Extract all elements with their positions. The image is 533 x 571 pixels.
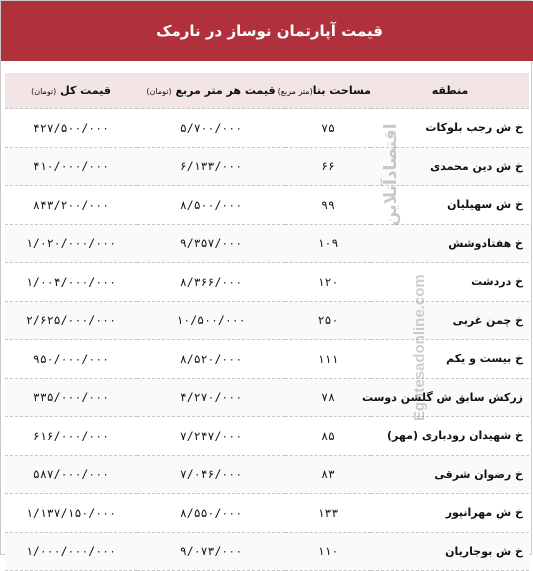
cell-area: ۷۸ [285, 379, 371, 418]
cell-region: خ ش رجب بلوکات [371, 109, 529, 148]
cell-total-price: ۱/۱۳۷/۱۵۰/۰۰۰ [5, 494, 137, 533]
price-table [5, 73, 529, 571]
cell-total-price: ۱/۰۲۰/۰۰۰/۰۰۰ [5, 225, 137, 264]
cell-price-per-m2: ۷/۲۴۷/۰۰۰ [137, 417, 285, 456]
header-total-price: قیمت کل (تومان) [5, 73, 137, 109]
table-row [5, 379, 529, 418]
cell-region: خ رضوان شرقی [371, 456, 529, 495]
cell-price-per-m2: ۵/۷۰۰/۰۰۰ [137, 109, 285, 148]
table-row [5, 533, 529, 571]
cell-total-price: ۱/۰۰۰/۰۰۰/۰۰۰ [5, 533, 137, 571]
cell-region: خ چمن غربی [371, 302, 529, 341]
table-row [5, 263, 529, 302]
cell-price-per-m2: ۴/۲۷۰/۰۰۰ [137, 379, 285, 418]
cell-price-per-m2: ۸/۵۰۰/۰۰۰ [137, 186, 285, 225]
cell-area: ۱۱۰ [285, 533, 371, 571]
title-bar [1, 1, 533, 61]
cell-area: ۱۳۳ [285, 494, 371, 533]
cell-region: خ شهیدان رودباری (مهر) [371, 417, 529, 456]
cell-price-per-m2: ۷/۰۴۶/۰۰۰ [137, 456, 285, 495]
cell-area: ۱۲۰ [285, 263, 371, 302]
cell-region: خ ش دین محمدی [371, 148, 529, 187]
cell-area: ۱۱۱ [285, 340, 371, 379]
cell-area: ۸۳ [285, 456, 371, 495]
cell-total-price: ۸۴۳/۲۰۰/۰۰۰ [5, 186, 137, 225]
cell-area: ۱۰۹ [285, 225, 371, 264]
table-row [5, 225, 529, 264]
cell-price-per-m2: ۹/۳۵۷/۰۰۰ [137, 225, 285, 264]
cell-price-per-m2: ۸/۵۲۰/۰۰۰ [137, 340, 285, 379]
cell-price-per-m2: ۹/۰۷۳/۰۰۰ [137, 533, 285, 571]
table-row [5, 186, 529, 225]
cell-total-price: ۹۵۰/۰۰۰/۰۰۰ [5, 340, 137, 379]
cell-price-per-m2: ۶/۱۳۳/۰۰۰ [137, 148, 285, 187]
header-area: مساحت بنا(متر مربع) [285, 73, 371, 109]
page-title: قیمت آپارتمان نوساز در نارمک [156, 22, 383, 40]
cell-total-price: ۴۱۰/۰۰۰/۰۰۰ [5, 148, 137, 187]
table-row [5, 148, 529, 187]
watermark-fa: اقتصادآنلاین [381, 56, 401, 226]
cell-total-price: ۲/۶۲۵/۰۰۰/۰۰۰ [5, 302, 137, 341]
table-row [5, 456, 529, 495]
watermark-en: Eghtesadonline.com [411, 274, 428, 421]
cell-price-per-m2: ۱۰/۵۰۰/۰۰۰ [137, 302, 285, 341]
table-row [5, 417, 529, 456]
cell-area: ۸۵ [285, 417, 371, 456]
table-header-row [5, 73, 529, 109]
cell-region: خ بیست و یکم [371, 340, 529, 379]
header-price-per-m2: قیمت هر متر مربع (تومان) [137, 73, 285, 109]
cell-total-price: ۶۱۶/۰۰۰/۰۰۰ [5, 417, 137, 456]
table-body [5, 109, 529, 571]
cell-region: خ ش مهرانپور [371, 494, 529, 533]
cell-region: خ ش بوجاریان [371, 533, 529, 571]
cell-area: ۲۵۰ [285, 302, 371, 341]
cell-region: خ دردشت [371, 263, 529, 302]
cell-area: ۶۶ [285, 148, 371, 187]
cell-area: ۷۵ [285, 109, 371, 148]
table-row [5, 340, 529, 379]
cell-area: ۹۹ [285, 186, 371, 225]
table-row [5, 109, 529, 148]
cell-region: زرکش سابق ش گلشن دوست [371, 379, 529, 418]
cell-price-per-m2: ۸/۳۶۶/۰۰۰ [137, 263, 285, 302]
cell-price-per-m2: ۸/۵۵۰/۰۰۰ [137, 494, 285, 533]
cell-total-price: ۱/۰۰۴/۰۰۰/۰۰۰ [5, 263, 137, 302]
cell-total-price: ۳۳۵/۰۰۰/۰۰۰ [5, 379, 137, 418]
cell-region: خ ش سهیلیان [371, 186, 529, 225]
cell-total-price: ۴۲۷/۵۰۰/۰۰۰ [5, 109, 137, 148]
cell-region: خ هفتادوشش [371, 225, 529, 264]
cell-total-price: ۵۸۷/۰۰۰/۰۰۰ [5, 456, 137, 495]
table-row [5, 302, 529, 341]
table-row [5, 494, 529, 533]
header-region: منطقه [371, 73, 529, 109]
